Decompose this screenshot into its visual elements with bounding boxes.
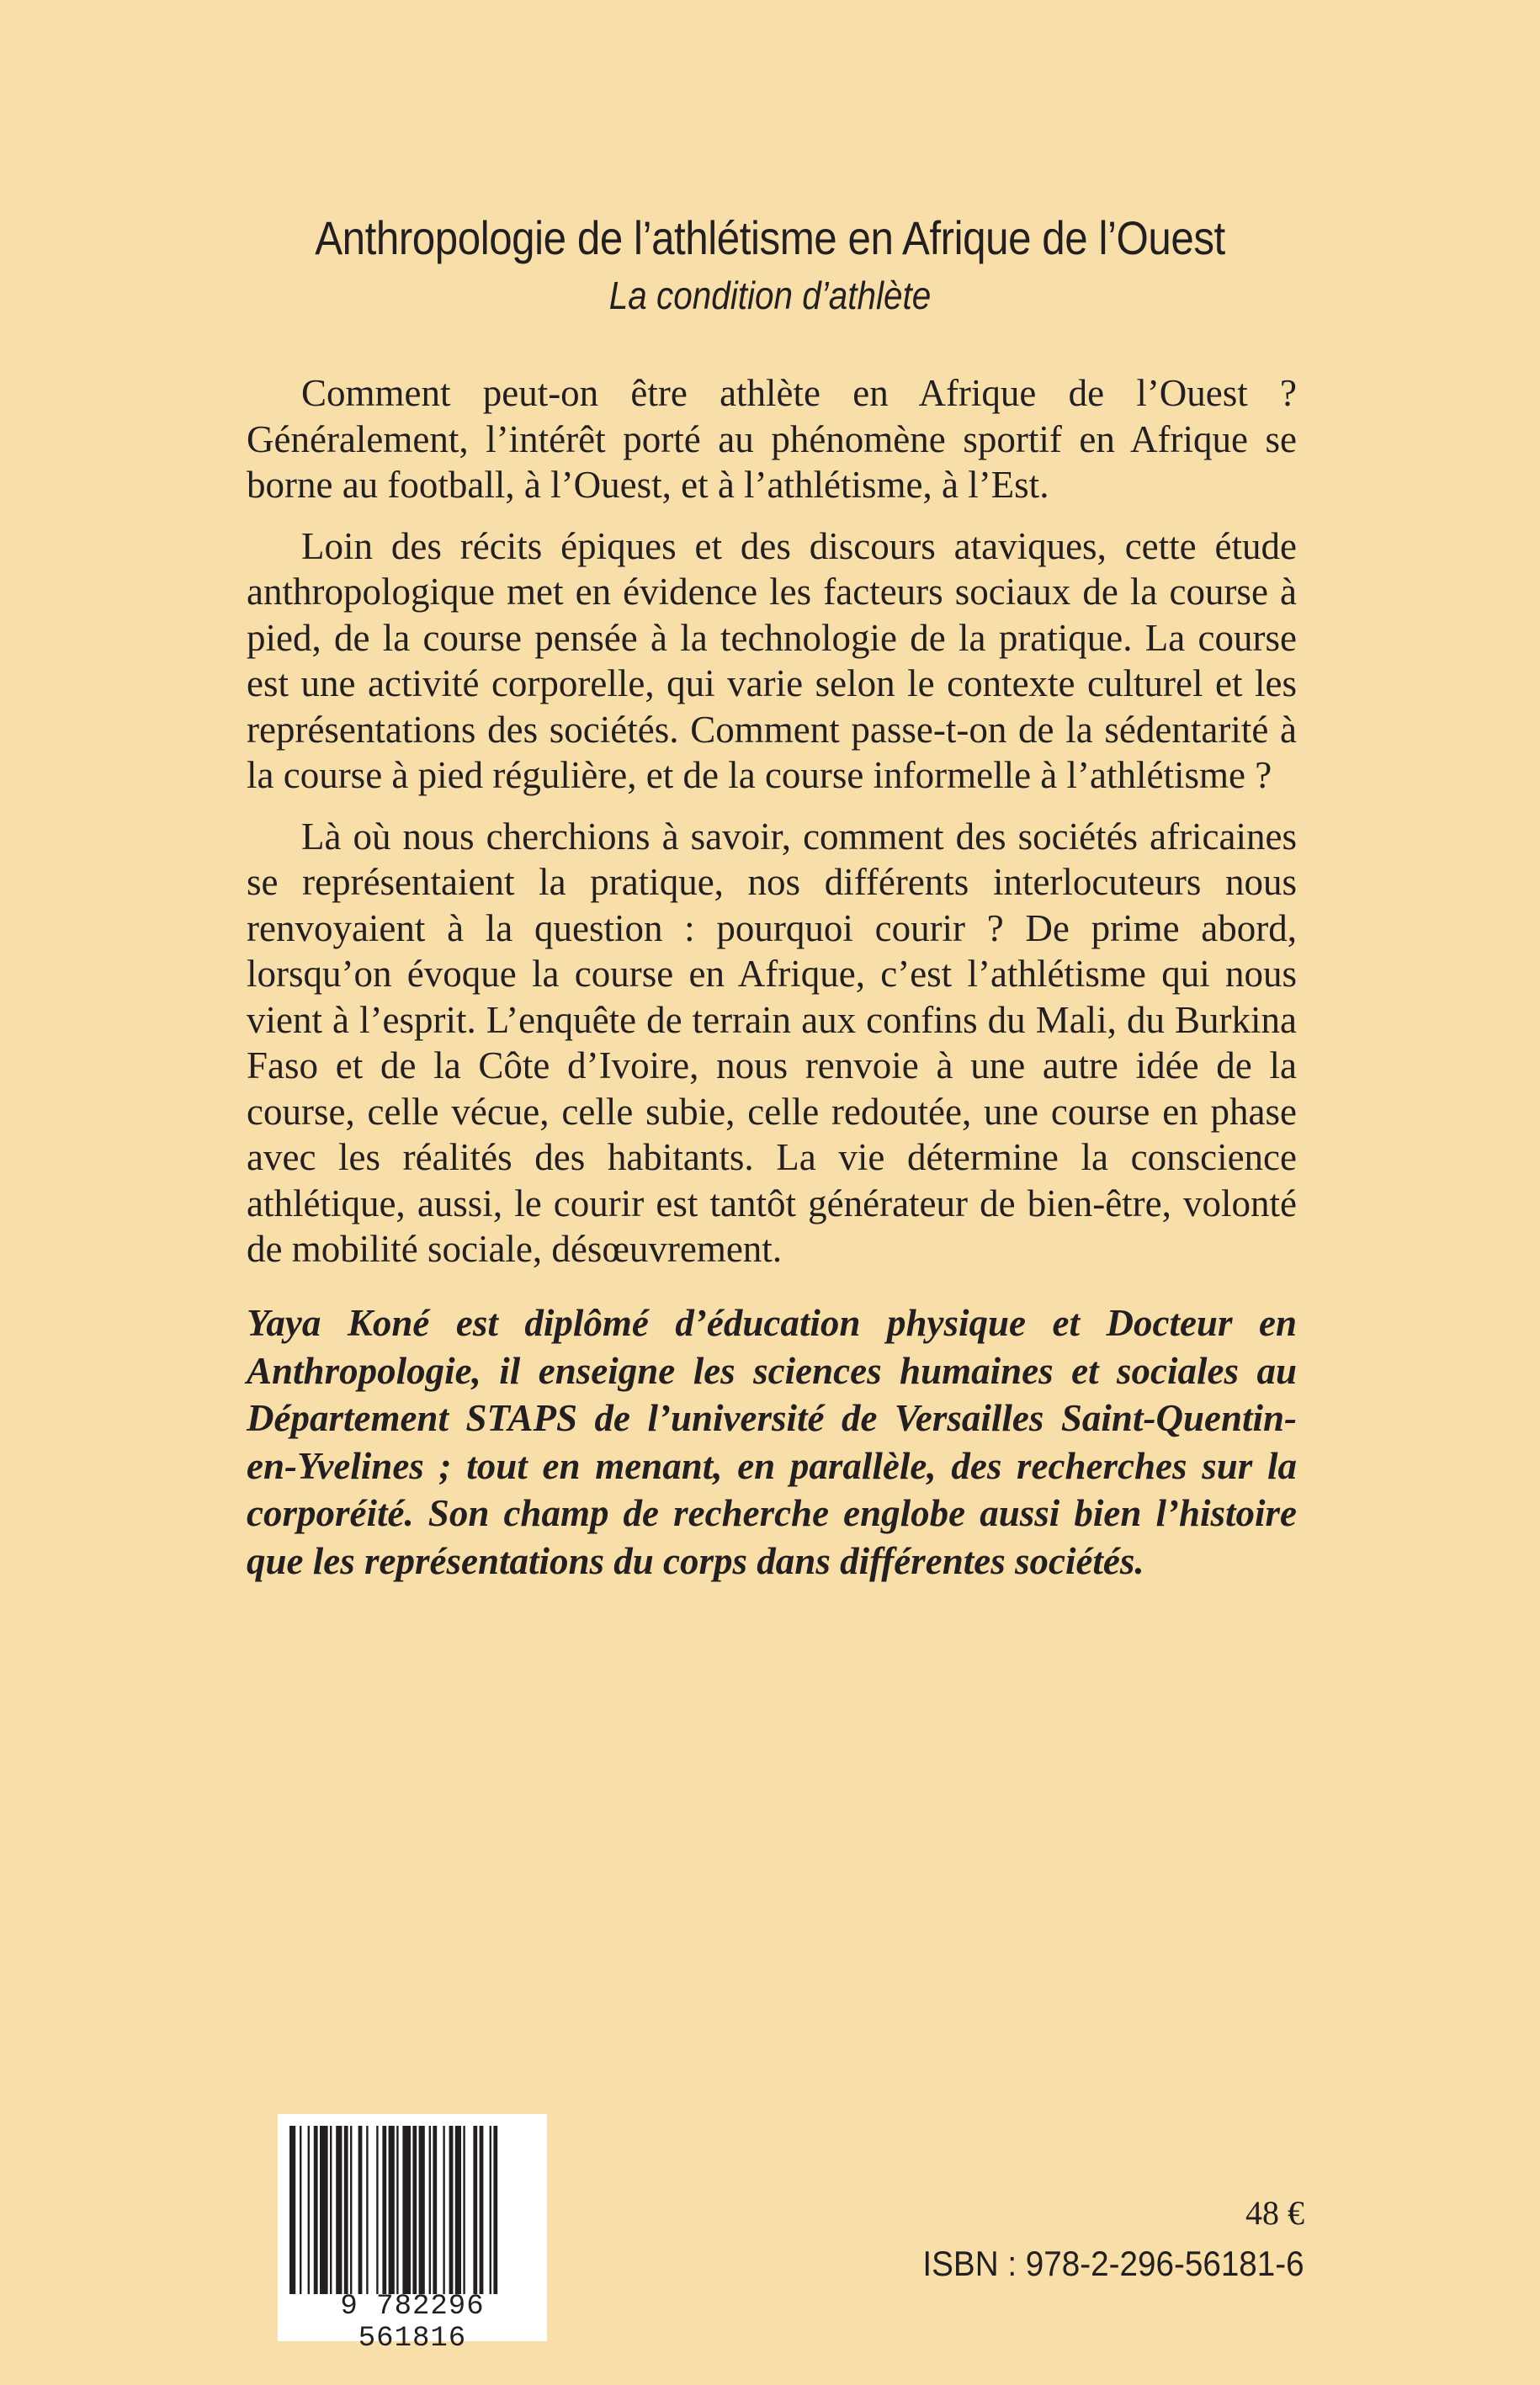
barcode-bar xyxy=(433,2126,437,2294)
summary-text xyxy=(247,370,1297,1288)
barcode-bar xyxy=(493,2126,497,2294)
barcode-bar xyxy=(402,2126,411,2294)
barcode-bar xyxy=(308,2126,310,2294)
summary-paragraph: Là où nous cherchions à savoir, comment des sociétés africaines se représentaient la pratique, nos différents interlocuteurs nous renvoyaient à la question : pourquoi courir ? De prime abord, lorsqu’on évoque la course en Afrique, c’est l’athlétisme qui nous vient à l’esprit. L’enquête de terrain aux confins du Mali, du Burkina Faso et de la Côte d’Ivoire, nous renvoie à une autre idée de la course, celle vécue, celle subie, celle redoutée, une course en phase avec les réalités des habitants. La vie détermine la conscience athlétique, aussi, le courir est tantôt générateur de bien-être, volonté de mobilité sociale, désœuvrement. xyxy=(247,815,1297,1270)
barcode-bar xyxy=(396,2126,398,2294)
barcode-bar xyxy=(350,2126,352,2294)
barcode-bar xyxy=(455,2126,461,2294)
barcode-bars xyxy=(286,2126,539,2294)
price: 48 € xyxy=(1245,2194,1304,2232)
barcode-bar xyxy=(449,2126,454,2294)
barcode-bar xyxy=(289,2126,295,2294)
summary-paragraph: Comment peut-on être athlète en Afrique de l’Ouest ? Généralement, l’intérêt porté au phénomène sportif en Afrique se borne au football, à l’Ouest, et à l’athlétisme, à l’Est. xyxy=(247,372,1297,506)
barcode xyxy=(278,2114,547,2355)
barcode-bar xyxy=(314,2126,318,2294)
barcode-bar xyxy=(320,2126,328,2294)
barcode-bar xyxy=(490,2126,491,2294)
barcode-bar xyxy=(473,2126,477,2294)
isbn-number: ISBN : 978-2-296-56181-6 xyxy=(922,2244,1304,2283)
barcode-bar xyxy=(336,2126,342,2294)
barcode-bar xyxy=(412,2126,417,2294)
barcode-bar xyxy=(358,2126,363,2294)
barcode-bar xyxy=(330,2126,332,2294)
summary-paragraph: Loin des récits épiques et des discours ataviques, cette étude anthropologique met en évidence les facteurs sociaux de la course à pied, de la course pensée à la technologie de la pratique. La course est une activité corporelle, qui varie selon le contexte culturel et les représentations des sociétés. Comment passe-t-on de la sédentarité à la course à pied régulière, et de la course informelle à l’athlétisme ? xyxy=(247,524,1297,796)
barcode-bar xyxy=(480,2126,484,2294)
barcode-bar xyxy=(376,2126,378,2294)
barcode-bar xyxy=(344,2126,348,2294)
barcode-bar xyxy=(429,2126,431,2294)
barcode-bar xyxy=(300,2126,301,2294)
barcode-bar xyxy=(382,2126,386,2294)
barcode-bar xyxy=(366,2126,368,2294)
barcode-bar xyxy=(419,2126,425,2294)
author-bio: Yaya Koné est diplômé d’éducation physique et Docteur en Anthropologie, il enseigne les sciences humaines et sociales au Département STAPS de l’université de Versailles Saint-Quentin-en-Yvelines ; tout en menant, en parallèle, des recherches sur la corporéité. Son champ de recherche englobe aussi bien l’histoire que les représentations du corps dans différentes sociétés. xyxy=(247,1302,1297,1582)
book-subtitle: La condition d’athlète xyxy=(608,274,932,317)
barcode-digits: 9 782296 561816 xyxy=(340,2291,485,2355)
book-title: Anthropologie de l’athlétisme en Afrique de l’Ouest xyxy=(315,211,1225,264)
barcode-bar xyxy=(389,2126,395,2294)
barcode-bar xyxy=(463,2126,465,2294)
barcode-bar xyxy=(443,2126,444,2294)
